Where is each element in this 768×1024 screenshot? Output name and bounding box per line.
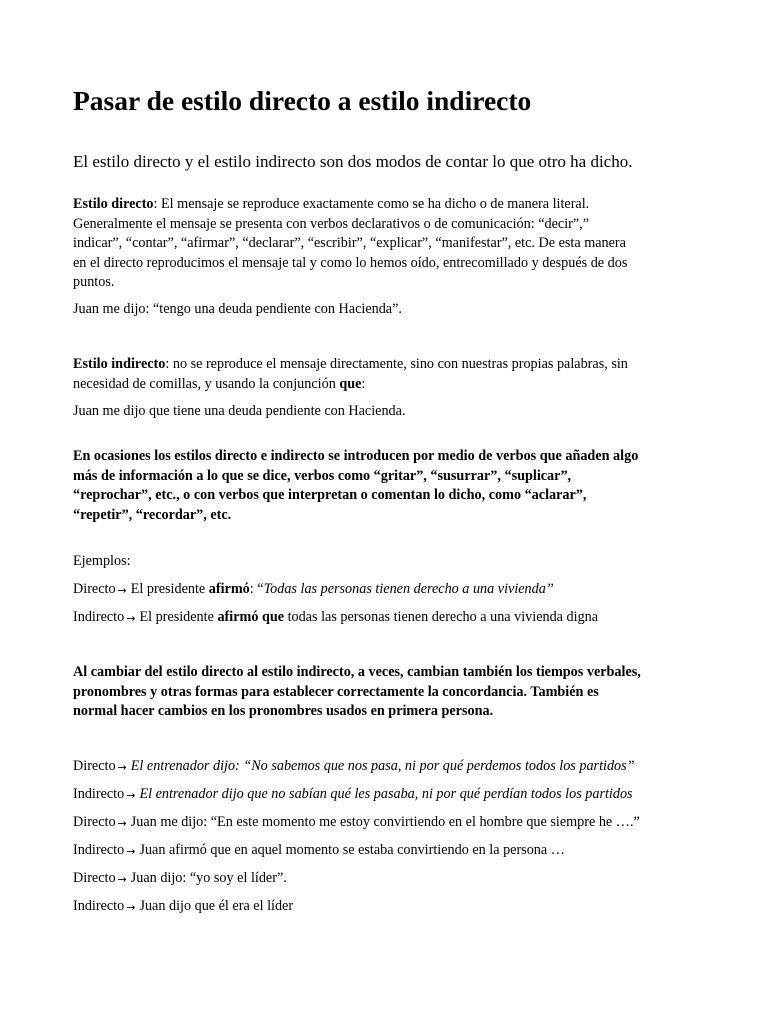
arrow-right-icon: → [126,612,136,625]
example-line [73,785,633,805]
example-label: Indirecto [73,842,125,858]
example-text: Juan afirmó que en aquel momento se estaba convirtiendo en la persona … [139,842,565,858]
example-text: Juan dijo: “yo soy el líder”. [130,870,287,886]
arrow-right-icon: → [117,817,127,830]
note1-line-4: “repetir”, “recordar”, etc. [73,506,232,523]
example-label: Directo [73,758,116,774]
directo-definition-line-2: Generalmente el mensaje se presenta con verbos declarativos o de comunicación: “decir”,” [73,215,590,232]
directo-term: Estilo directo [73,196,154,212]
example-line [73,897,293,917]
example-line [73,869,287,889]
directo-definition-line-5: puntos. [73,274,115,290]
arrow-right-icon: → [117,761,127,774]
note1-line-1: En ocasiones los estilos directo e indirecto se introducen por medio de verbos que añaden algo [73,448,639,464]
directo-definition-line-4: en el directo reproducimos el mensaje tal y como lo hemos oído, entrecomillado y después de dos [73,254,628,271]
note2-line-3: normal hacer cambios en los pronombres usados en primera persona. [73,703,494,719]
example-line [73,841,565,861]
document-title: Pasar de estilo directo a estilo indirecto [73,85,532,116]
arrow-right-icon: → [117,873,127,886]
indirecto-definition-line-2: necesidad de comillas, y usando la conjunción que: [73,375,366,392]
example-text: El entrenador dijo que no sabían qué les pasaba, ni por qué perdían todos los partidos [139,786,633,802]
directo-definition-line-3: indicar”, “contar”, “afirmar”, “declarar”, “escribir”, “explicar”, “manifestar”, etc. De esta manera [73,235,626,251]
arrow-right-icon: → [126,901,136,914]
example-label: Directo [73,814,116,830]
directo-example: Juan me dijo: “tengo una deuda pendiente con Hacienda”. [73,301,402,317]
arrow-right-icon: → [117,584,127,597]
example-line [73,813,640,833]
indirecto-definition-line-1: Estilo indirecto: no se reproduce el mensaje directamente, sino con nuestras propias palabras, sin [73,356,628,372]
intro-paragraph: El estilo directo y el estilo indirecto son dos modos de contar lo que otro ha dicho. [73,152,633,171]
note1-line-2: más de información a lo que se dice, verbos como “gritar”, “susurrar”, “suplicar”, [73,467,572,484]
example-text: Juan dijo que él era el líder [139,898,294,914]
directo-definition-line-1: Estilo directo: El mensaje se reproduce exactamente como se ha dicho o de manera literal. [73,196,590,212]
arrow-right-icon: → [126,845,136,858]
indirecto-example: Juan me dijo que tiene una deuda pendiente con Hacienda. [73,403,406,419]
example-label: Indirecto [73,898,125,914]
example-text: El entrenador dijo: “No sabemos que nos pasa, ni por qué perdemos todos los partidos” [130,758,635,774]
note2-line-1: Al cambiar del estilo directo al estilo indirecto, a veces, cambian también los tiempos verbales, [73,664,641,680]
arrow-right-icon: → [126,789,136,802]
ejemplos-label: Ejemplos: [73,553,131,569]
note1-line-3: “reprochar”, etc., o con verbos que interpretan o comentan lo dicho, como “aclarar”, [73,487,587,503]
indirecto-term: Estilo indirecto [73,356,166,372]
example-line [73,757,635,777]
example-label: Indirecto [73,786,125,802]
example1-directo: Directo → El presidente afirmó: “Todas las personas tienen derecho a una vivienda” [73,581,554,597]
example-label: Directo [73,870,116,886]
example1-indirecto: Indirecto → El presidente afirmó que todas las personas tienen derecho a una vivienda digna [73,609,599,625]
note2-line-2: pronombres y otras formas para establecer correctamente la concordancia. También es [73,683,599,700]
example-text: Juan me dijo: “En este momento me estoy convirtiendo en el hombre que siempre he ….” [130,814,640,830]
